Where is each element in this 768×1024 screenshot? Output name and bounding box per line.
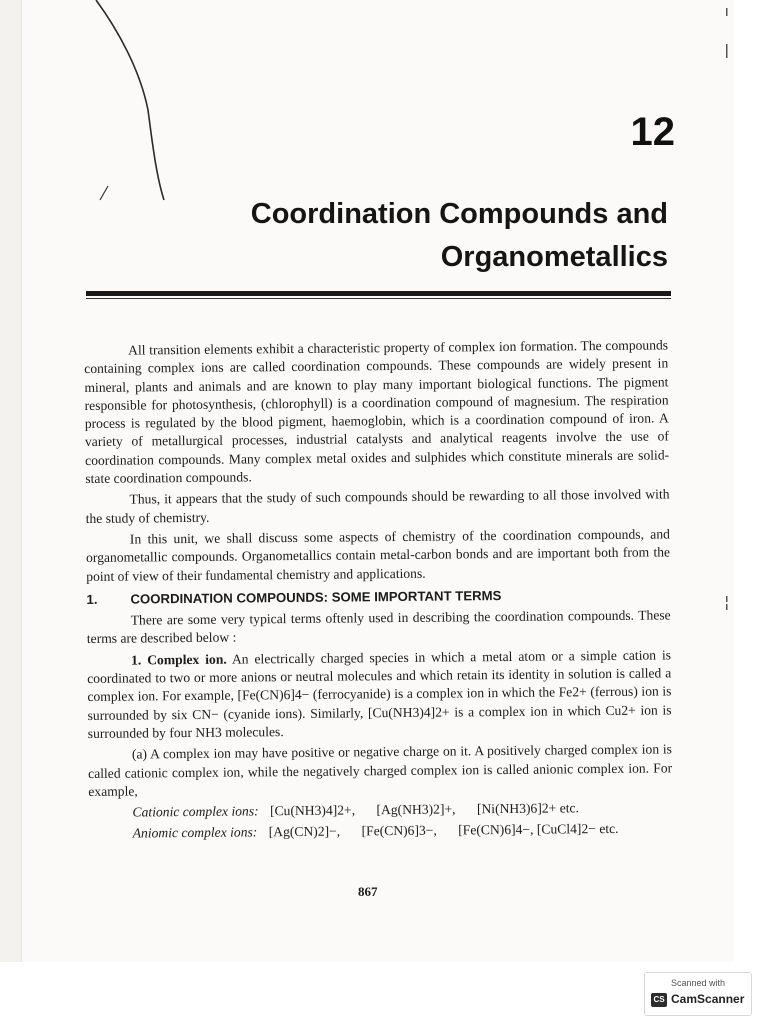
right-edge-specks: [725, 0, 731, 900]
section-heading: [86, 585, 670, 609]
page-number: 867: [358, 884, 378, 899]
chapter-number: 12: [630, 110, 675, 154]
cationic-examples: [132, 798, 672, 821]
intro-paragraph-1: All transition elements exhibit a characteristic property of complex ion formation. The compounds containing complex ions are called coordination compounds. These compounds are widely present in mineral, plants and animals and are known to play many important biological functions. The pigment responsible for photosynthesis, (chlorophyll) is a coordination compound of magnesium. The respiration process is regulated by the blood pigment, haemoglobin, which is a coordination compound of iron. A variety of metallurgical processes, industrial catalysts and analytical reagents involve the use of coordination compounds. Many complex metal oxides and sulphides which constitute minerals are solid-state coordination compounds.: [84, 337, 670, 487]
cationic-ion: [Cu(NH3)4]2+,: [269, 802, 356, 819]
anionic-label: Aniomic complex ions:: [132, 824, 258, 841]
title-rule-thin: [86, 298, 671, 299]
title-rule-thick: [86, 291, 671, 296]
cationic-label: Cationic complex ions:: [132, 803, 259, 820]
chapter-title-line-2: Organometallics: [440, 241, 668, 273]
intro-paragraph-2: Thus, it appears that the study of such compounds should be rewarding to all those involved with the study of chemistry.: [85, 486, 670, 526]
camscanner-name: CamScanner: [671, 992, 745, 1006]
section-intro-paragraph: There are some very typical terms oftenly used in describing the coordination compounds. These terms are described below :: [86, 607, 671, 647]
anionic-ion: [Ag(CN)2]−,: [268, 823, 341, 840]
scanned-with-text: Scanned with: [671, 978, 726, 988]
complex-ion-definition: An electrically charged species in which a metal atom or a simple cation is coordinated to two or more anions or neutral molecules and which retain its identity in solution is called a complex ion. For example, [Fe(CN)6]4− (ferrocyanide) is a complex ion in which the Fe2+ (ferrous) ion is surrounded by six CN− (cyanide ions). Similarly, [Cu(NH3)4]2+ is a complex ion in which Cu2+ ion is surrounded by four NH3 molecules.: [87, 647, 672, 741]
intro-paragraph-3: In this unit, we shall discuss some aspects of chemistry of the coordination compounds, and organometallic compounds. Organometallics contain metal-carbon bonds and are important both from the point of view of their fundamental chemistry and applications.: [85, 526, 671, 584]
complex-ion-paragraph: [87, 646, 672, 743]
camscanner-logo-icon: CS: [651, 993, 667, 1007]
right-margin: [734, 0, 768, 1024]
section-title: COORDINATION COMPOUNDS: SOME IMPORTANT TERMS: [130, 587, 502, 607]
complex-ion-term: 1. Complex ion.: [130, 651, 227, 668]
cationic-ion: [Ni(NH3)6]2+ etc.: [476, 800, 580, 817]
anionic-ion: [Fe(CN)6]4−, [CuCl4]2− etc.: [458, 821, 619, 838]
anionic-ion: [Fe(CN)6]3−,: [361, 823, 437, 839]
body-text: [84, 336, 673, 843]
camscanner-watermark: [644, 972, 752, 1016]
chapter-title: [251, 193, 668, 279]
charge-paragraph: (a) A complex ion may have positive or negative charge on it. A positively charged complex ion is called cationic complex ion, while the negatively charged complex ion is called anionic complex ion. For example,: [88, 741, 673, 799]
section-number: 1.: [86, 591, 98, 607]
chapter-title-line-1: Coordination Compounds and: [250, 198, 668, 230]
cationic-ion: [Ag(NH3)2]+,: [376, 801, 456, 818]
